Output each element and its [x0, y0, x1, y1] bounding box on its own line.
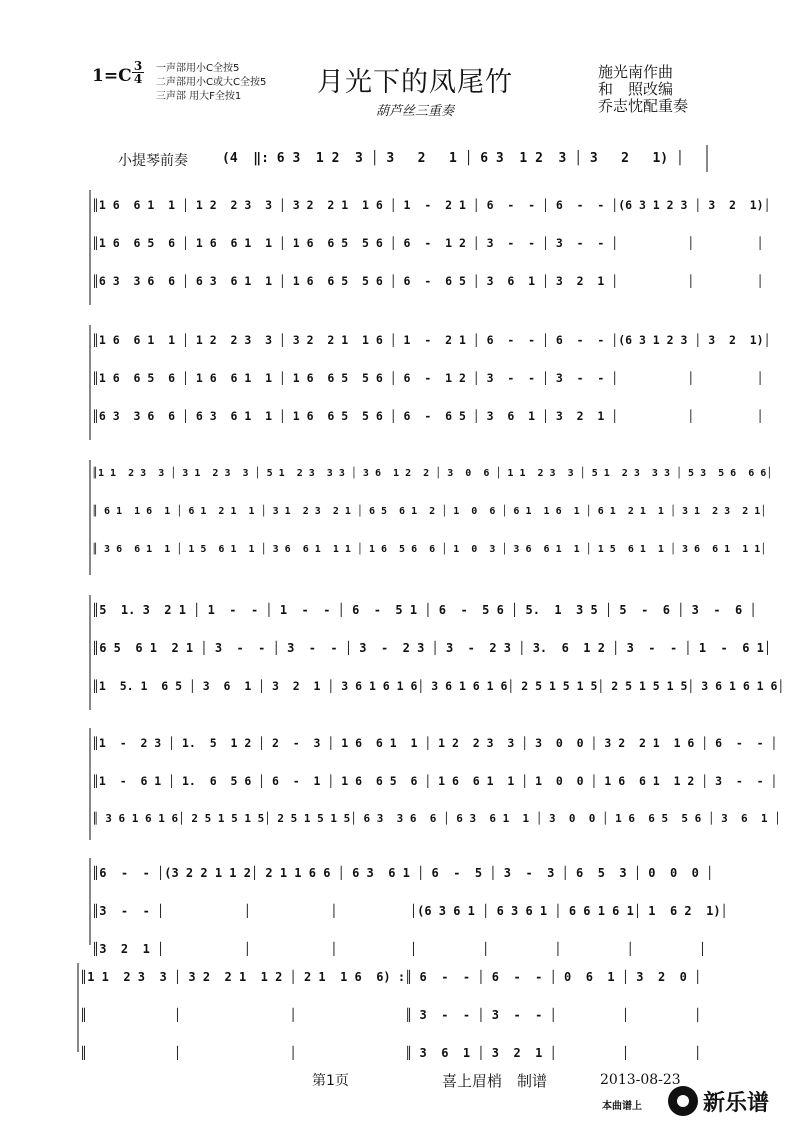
system-6-voice-3: ║3 2 1 │ │ │ │ │ │ │ │ — [92, 942, 707, 956]
system-1-voice-3: ║6 3 3 6 6 │ 6 3 6 1 1 │ 1 6 6 5 5 6 │ 6 - 6 5 │ 3 6 1 │ 3 2 1 │ │ │ — [92, 274, 764, 288]
system-4-voice-1: ║5 1. 3 2 1 │ 1 - - │ 1 - - │ 6 - 5 1 │ 6 - 5 6 │ 5. 1 3 5 │ 5 - 6 │ 3 - 6 │ — [92, 603, 757, 617]
ensemble-arranger: 乔志忱配重奏 — [598, 97, 689, 115]
intro-line: (4 ‖: 6 3 1 2 3 │ 3 2 1 │ 6 3 1 2 3 │ 3 2 1) │ — [222, 151, 684, 166]
system-6-voice-2: ║3 - - │ │ │ │(6 3 6 1 │ 6 3 6 1 │ 6 6 1 6 1│ 1 6 2 1)│ — [92, 904, 728, 918]
song-subtitle: 葫芦丝三重奏 — [375, 104, 454, 119]
intro-label: 小提琴前奏 — [118, 153, 188, 169]
system-7-voice-2: ║ │ │ ║ 3 - - │ 3 - - │ │ │ — [80, 1008, 702, 1022]
system-5-voice-3: ║ 3 6 1 6 1 6│ 2 5 1 5 1 5│ 2 5 1 5 1 5│ 6 3 3 6 6 │ 6 3 6 1 1 │ 3 0 0 │ 1 6 6 5 5 6 │ 3 6 1 │ — [92, 812, 781, 825]
brand-logo-icon — [668, 1086, 698, 1116]
tuning-note-2: 二声部用小C或大C全按5 — [156, 77, 267, 88]
tuning-note-1: 一声部用小C全按5 — [156, 63, 240, 74]
system-5-voice-1: ║1 - 2 3 │ 1. 5 1 2 │ 2 - 3 │ 1 6 6 1 1 │ 1 2 2 3 3 │ 3 0 0 │ 3 2 2 1 1 6 │ 6 - - │ — [92, 736, 778, 750]
system-2-voice-2: ║1 6 6 5 6 │ 1 6 6 1 1 │ 1 6 6 5 5 6 │ 6 - 1 2 │ 3 - - │ 3 - - │ │ │ — [92, 371, 764, 385]
system-6-voice-1: ║6 - - │(3 2 2 1 1 2│ 2 1 1 6 6 │ 6 3 6 1 │ 6 - 5 │ 3 - 3 │ 6 5 3 │ 0 0 0 │ — [92, 866, 714, 880]
brand-name: 新乐谱 — [703, 1091, 770, 1116]
score-date: 2013-08-23 — [600, 1072, 681, 1088]
system-2-voice-3: ║6 3 3 6 6 │ 6 3 6 1 1 │ 1 6 6 5 5 6 │ 6 - 6 5 │ 3 6 1 │ 3 2 1 │ │ │ — [92, 409, 764, 423]
song-title: 月光下的凤尾竹 — [317, 67, 513, 98]
meter-bottom: 4 — [133, 72, 143, 86]
system-5-voice-2: ║1 - 6 1 │ 1. 6 5 6 │ 6 - 1 │ 1 6 6 5 6 │ 1 6 6 1 1 │ 1 0 0 │ 1 6 6 1 1 2 │ 3 - - │ — [92, 774, 778, 788]
system-3-voice-1: ║1 1 2 3 3 │ 3 1 2 3 3 │ 5 1 2 3 3 3 │ 3 6 1 2 2 │ 3 0 6 │ 1 1 2 3 3 │ 5 1 2 3 3 3 │ 5 3 5 6 6 6│ — [92, 468, 773, 479]
meter-top: 3 — [133, 59, 143, 73]
system-1-voice-1: ║1 6 6 1 1 │ 1 2 2 3 3 │ 3 2 2 1 1 6 │ 1 - 2 1 │ 6 - - │ 6 - - │(6 3 1 2 3 │ 3 2 1)│ — [92, 198, 771, 212]
upload-note: 本曲谱上 — [602, 1101, 642, 1112]
system-7-voice-1: ║1 1 2 3 3 │ 3 2 2 1 1 2 │ 2 1 1 6 6) :║ 6 - - │ 6 - - │ 0 6 1 │ 3 2 0 │ — [80, 970, 702, 984]
composer: 施光南作曲 — [598, 63, 674, 81]
key-signature: 1=C — [92, 66, 132, 86]
system-3-voice-2: ║ 6 1 1 6 1 │ 6 1 2 1 1 │ 3 1 2 3 2 1 │ 6 5 6 1 2 │ 1 0 6 │ 6 1 1 6 1 │ 6 1 2 1 1 │ 3 1 2 3 2 1│ — [92, 506, 767, 517]
system-4-voice-2: ║6 5 6 1 2 1 │ 3 - - │ 3 - - │ 3 - 2 3 │ 3 - 2 3 │ 3. 6 1 2 │ 3 - - │ 1 - 6 1│ — [92, 641, 772, 655]
arranger: 和 照改编 — [598, 80, 674, 98]
system-brackets — [78, 190, 90, 1052]
system-7-voice-3: ║ │ │ ║ 3 6 1 │ 3 2 1 │ │ │ — [80, 1046, 702, 1060]
tuning-note-3: 三声部 用大F全按1 — [156, 91, 242, 102]
system-2-voice-1: ║1 6 6 1 1 │ 1 2 2 3 3 │ 3 2 2 1 1 6 │ 1 - 2 1 │ 6 - - │ 6 - - │(6 3 1 2 3 │ 3 2 1)│ — [92, 333, 771, 347]
system-4-voice-3: ║1 5. 1 6 5 │ 3 6 1 │ 3 2 1 │ 3 6 1 6 1 6│ 3 6 1 6 1 6│ 2 5 1 5 1 5│ 2 5 1 5 1 5│ 3 6 1 6 1 6│ — [92, 679, 785, 693]
score-maker: 喜上眉梢 制谱 — [442, 1072, 548, 1090]
page-number: 第1页 — [312, 1073, 349, 1089]
system-1-voice-2: ║1 6 6 5 6 │ 1 6 6 1 1 │ 1 6 6 5 5 6 │ 6 - 1 2 │ 3 - - │ 3 - - │ │ │ — [92, 236, 764, 250]
system-3-voice-3: ║ 3 6 6 1 1 │ 1 5 6 1 1 │ 3 6 6 1 1 1 │ 1 6 5 6 6 │ 1 0 3 │ 3 6 6 1 1 │ 1 5 6 1 1 │ 3 6 6 1 1 1│ — [92, 544, 767, 555]
